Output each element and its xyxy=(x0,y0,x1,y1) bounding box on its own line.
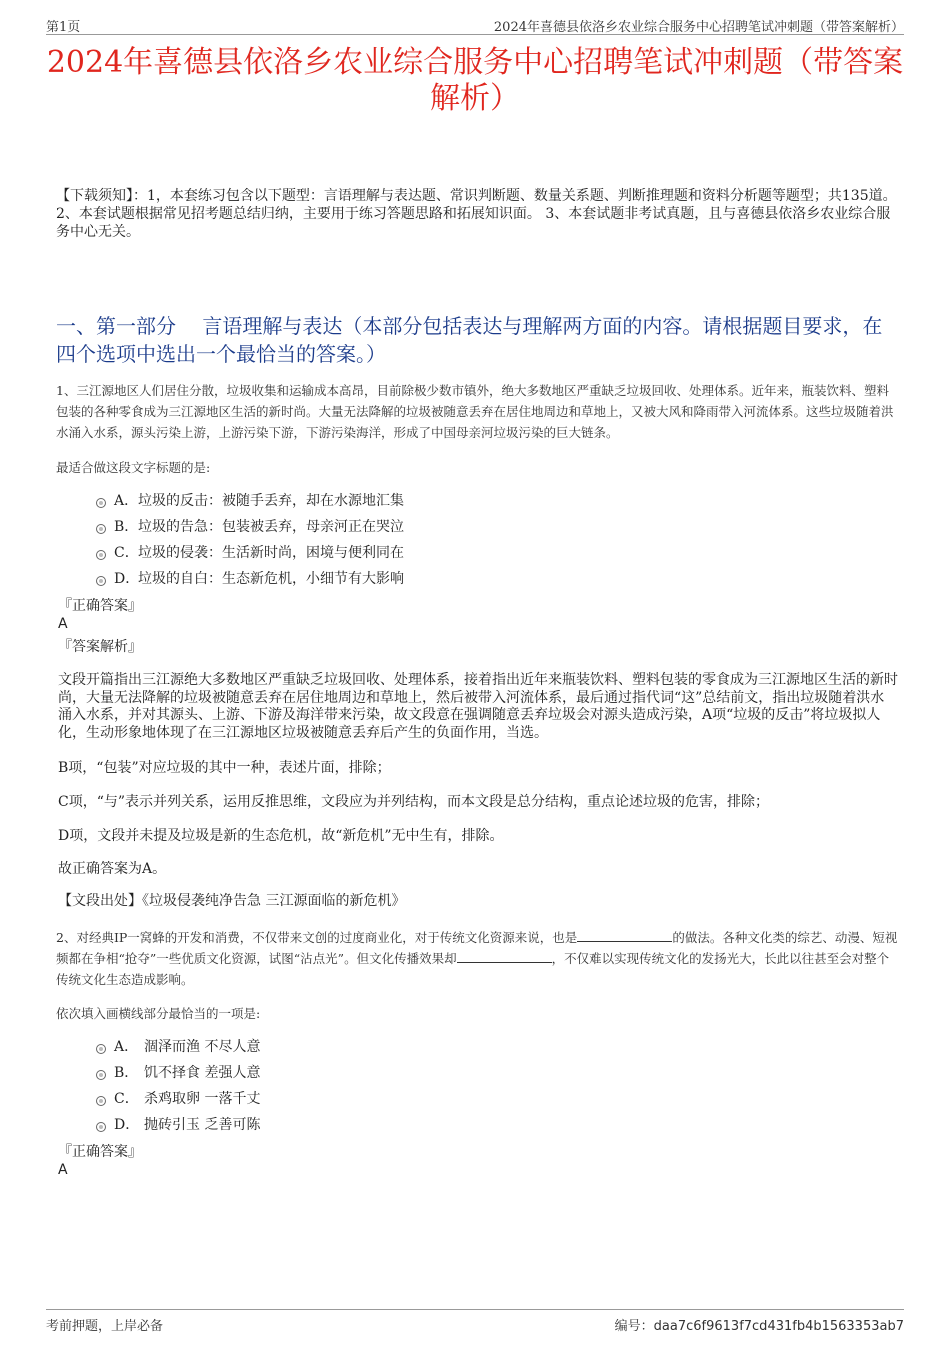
radio-icon[interactable] xyxy=(96,1096,106,1106)
section-heading: 一、第一部分 言语理解与表达（本部分包括表达与理解两方面的内容。请根据题目要求，在四个选项中选出一个最恰当的答案。） xyxy=(56,314,883,366)
question-1-prompt: 最适合做这段文字标题的是: xyxy=(56,460,211,475)
answer-value: A xyxy=(58,616,68,632)
question-2-text: 2、对经典IP一窝蜂的开发和消费，不仅带来文创的过度商业化，对于传统文化资源来说，也是 的做法。各种文化类的综艺、动漫、短视频都在争相“抢夺”一些优质文化资源，试图“沾点光”。但文化传播效果却 ，不仅难以实现传统文化的发扬光大，长此以往甚至会对整个传统文化生态造成影响。 xyxy=(56,930,898,987)
radio-icon[interactable] xyxy=(96,550,106,560)
option-letter: B． xyxy=(114,1065,139,1081)
analysis-paragraph: 文段开篇指出三江源绝大多数地区严重缺乏垃圾回收、处理体系，接着指出近年来瓶装饮料、塑料包装的零食成为三江源地区生活的新时尚，大量无法降解的垃圾被随意丢弃在居住地周边和草地上，然后被带入河流体系，最后通过指代词“这”总结前文，指出垃圾随着洪水涌入水系，并对其源头、上游、下游及海洋带来污染，故文段意在强调随意丢弃垃圾会对源头造成污染，A项“垃圾的反击”将垃圾拟人化，生动形象地体现了在三江源地区垃圾被随意丢弃后产生的负面作用，当选。 xyxy=(58,672,898,741)
answer-value: A xyxy=(58,1162,68,1178)
radio-icon[interactable] xyxy=(96,576,106,586)
radio-icon[interactable] xyxy=(96,1044,106,1054)
analysis-paragraph: D项，文段并未提及垃圾是新的生态危机，故“新危机”无中生有，排除。 xyxy=(58,828,504,844)
answer-label: 『正确答案』 xyxy=(58,598,142,614)
page-footer xyxy=(46,1309,904,1334)
document-code: 编号：daa7c6f9613f7cd431fb4b1563353ab7 xyxy=(614,1319,904,1334)
analysis-conclusion: 故正确答案为A。 xyxy=(58,861,167,877)
page-number: 第1页 xyxy=(46,20,81,35)
answer-label: 『正确答案』 xyxy=(58,1144,142,1160)
source-citation: 【文段出处】《垃圾侵袭纯净告急 三江源面临的新危机》 xyxy=(58,893,406,909)
question-1-text: 1、三江源地区人们居住分散，垃圾收集和运输成本高昂，目前除极少数市镇外，绝大多数地区严重缺乏垃圾回收、处理体系。近年来，瓶装饮料、塑料包装的各种零食成为三江源地区生活的新时尚。大量无法降解的垃圾被随意丢弃在居住地周边和草地上，又被大风和降雨带入河流体系。这些垃圾随着洪水涌入水系，源头污染上游，上游污染下游，下游污染海洋，形成了中国母亲河垃圾污染的巨大链条。 xyxy=(56,383,894,440)
radio-icon[interactable] xyxy=(96,1122,106,1132)
option-text: 抛砖引玉 乏善可陈 xyxy=(144,1117,261,1133)
option-letter: A． xyxy=(114,493,139,509)
option-letter: A． xyxy=(114,1039,139,1055)
radio-icon[interactable] xyxy=(96,524,106,534)
option-text: 杀鸡取卵 一落千丈 xyxy=(144,1091,261,1107)
option-letter: B． xyxy=(114,519,139,535)
option-letter: D． xyxy=(114,571,140,587)
analysis-paragraph: C项，“与”表示并列关系，运用反推思维，文段应为并列结构，而本文段是总分结构，重点论述垃圾的危害，排除； xyxy=(58,794,770,810)
option-text: 垃圾的反击：被随手丢弃，却在水源地汇集 xyxy=(138,493,404,509)
option-text: 垃圾的侵袭：生活新时尚，困境与便利同在 xyxy=(138,545,404,561)
question-2-prompt: 依次填入画横线部分最恰当的一项是: xyxy=(56,1006,261,1021)
option-text: 饥不择食 差强人意 xyxy=(144,1065,261,1081)
analysis-paragraph: B项，“包装”对应垃圾的其中一种，表述片面，排除； xyxy=(58,760,391,776)
option-letter: C． xyxy=(114,1091,139,1107)
option-letter: D． xyxy=(114,1117,140,1133)
option-letter: C． xyxy=(114,545,139,561)
option-text: 垃圾的告急：包装被丢弃，母亲河正在哭泣 xyxy=(138,519,404,535)
radio-icon[interactable] xyxy=(96,498,106,508)
running-title: 2024年喜德县依洛乡农业综合服务中心招聘笔试冲刺题（带答案解析） xyxy=(493,20,904,35)
footer-slogan: 考前押题，上岸必备 xyxy=(46,1319,164,1334)
option-text: 涸泽而渔 不尽人意 xyxy=(144,1039,261,1055)
download-notice: 【下载须知】：1，本套练习包含以下题型：言语理解与表达题、常识判断题、数量关系题、判断推理题和资料分析题等题型；共135道。 2、本套试题根据常见招考题总结归纳，主要用于练习答题思路和拓展知识面。 3、本套试题非考试真题，且与喜德县依洛乡农业综合服务中心无关。 xyxy=(56,188,897,240)
fill-blank xyxy=(577,929,672,942)
option-text: 垃圾的自白：生态新危机，小细节有大影响 xyxy=(138,571,404,587)
radio-icon[interactable] xyxy=(96,1070,106,1080)
page-header xyxy=(46,14,904,35)
document-title: 2024年喜德县依洛乡农业综合服务中心招聘笔试冲刺题（带答案解析） xyxy=(46,45,904,116)
fill-blank xyxy=(457,950,552,963)
analysis-label: 『答案解析』 xyxy=(58,639,142,655)
